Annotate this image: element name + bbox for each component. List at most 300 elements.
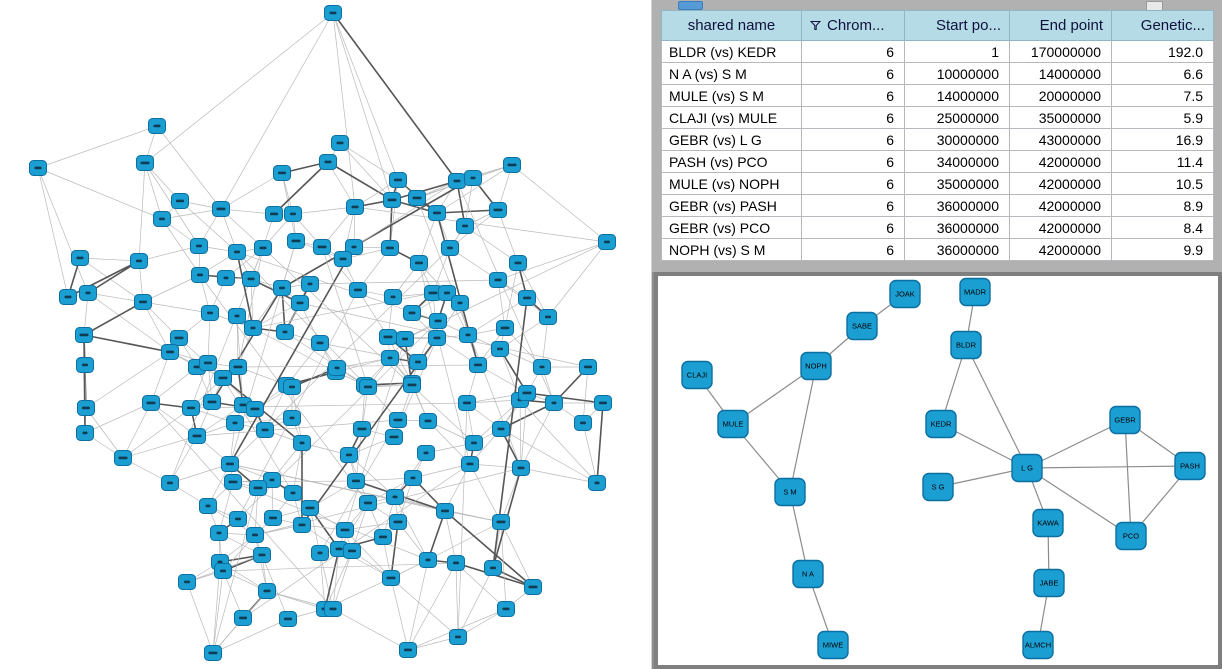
- network-edge: [548, 242, 607, 317]
- cell-shared-name[interactable]: GEBR (vs) PCO: [662, 217, 802, 239]
- network-node[interactable]: [30, 161, 47, 176]
- cell-value[interactable]: 1: [905, 41, 1010, 63]
- network-node[interactable]: [259, 584, 276, 599]
- cell-value[interactable]: 36000000: [905, 217, 1010, 239]
- network-edge: [221, 173, 282, 209]
- network-node[interactable]: [213, 202, 230, 217]
- network-edge: [293, 207, 355, 214]
- network-node[interactable]: [314, 240, 331, 255]
- cell-value[interactable]: 11.4: [1112, 151, 1214, 173]
- network-node-sm[interactable]: [775, 479, 805, 506]
- network-node[interactable]: [360, 496, 377, 511]
- cell-value[interactable]: 20000000: [1010, 85, 1112, 107]
- node-label-smudge: [147, 402, 156, 405]
- network-node[interactable]: [76, 328, 93, 343]
- cell-value[interactable]: 8.9: [1112, 195, 1214, 217]
- network-node[interactable]: [325, 6, 342, 21]
- node-label-smudge: [233, 422, 238, 425]
- network-node[interactable]: [420, 414, 437, 429]
- network-node[interactable]: [302, 277, 319, 292]
- table-horizontal-scrollbar[interactable]: [652, 0, 1222, 10]
- network-node-lg[interactable]: [1012, 455, 1042, 482]
- node-label-smudge: [434, 337, 441, 340]
- network-node[interactable]: [465, 171, 482, 186]
- network-node[interactable]: [172, 194, 189, 209]
- cell-value[interactable]: 42000000: [1010, 173, 1112, 195]
- node-label-smudge: [259, 554, 266, 557]
- node-label-smudge: [290, 213, 296, 216]
- network-node[interactable]: [575, 416, 592, 431]
- network-node[interactable]: [430, 314, 447, 329]
- network-node[interactable]: [450, 630, 467, 645]
- network-node[interactable]: [383, 571, 400, 586]
- table-row[interactable]: [662, 217, 1214, 239]
- cell-value[interactable]: 36000000: [905, 239, 1010, 261]
- network-node[interactable]: [510, 256, 527, 271]
- network-edge: [408, 563, 456, 650]
- network-node[interactable]: [490, 203, 507, 218]
- network-node[interactable]: [452, 296, 469, 311]
- node-label: GEBR: [1114, 415, 1136, 425]
- network-node[interactable]: [329, 361, 346, 376]
- network-node[interactable]: [337, 523, 354, 538]
- network-node[interactable]: [405, 471, 422, 486]
- node-label-smudge: [252, 534, 258, 537]
- network-node[interactable]: [595, 396, 612, 411]
- node-label: ALMCH: [1024, 640, 1052, 650]
- network-node[interactable]: [382, 351, 399, 366]
- cell-shared-name[interactable]: N A (vs) S M: [662, 63, 802, 85]
- cell-value[interactable]: 14000000: [1010, 63, 1112, 85]
- cell-shared-name[interactable]: GEBR (vs) PASH: [662, 195, 802, 217]
- node-label: N A: [801, 569, 815, 579]
- node-label-smudge: [455, 636, 461, 639]
- network-node[interactable]: [131, 254, 148, 269]
- detail-network-svg[interactable]: [658, 276, 1218, 665]
- network-node[interactable]: [397, 332, 414, 347]
- network-node[interactable]: [390, 173, 407, 188]
- node-label-smudge: [229, 481, 238, 484]
- network-node[interactable]: [534, 360, 551, 375]
- cell-value[interactable]: 8.4: [1112, 217, 1214, 239]
- network-node[interactable]: [78, 401, 95, 416]
- network-node[interactable]: [462, 457, 479, 472]
- network-node-kawa[interactable]: [1033, 510, 1063, 537]
- node-label-smudge: [297, 302, 304, 305]
- network-node[interactable]: [60, 290, 77, 305]
- scrollbar-thumb[interactable]: [678, 1, 703, 10]
- node-label-smudge: [234, 366, 243, 369]
- node-label-smudge: [386, 247, 394, 250]
- network-node[interactable]: [497, 321, 514, 336]
- network-node[interactable]: [589, 476, 606, 491]
- network-node[interactable]: [243, 272, 260, 287]
- network-node[interactable]: [294, 436, 311, 451]
- network-node[interactable]: [449, 174, 466, 189]
- cell-value[interactable]: 6: [802, 63, 905, 85]
- network-node[interactable]: [230, 360, 247, 375]
- network-node[interactable]: [183, 401, 200, 416]
- cell-shared-name[interactable]: NOPH (vs) S M: [662, 239, 802, 261]
- network-edge: [470, 464, 501, 522]
- network-node[interactable]: [409, 191, 426, 206]
- network-node[interactable]: [400, 643, 417, 658]
- node-label-smudge: [408, 384, 417, 387]
- network-node[interactable]: [280, 612, 297, 627]
- cell-value[interactable]: 170000000: [1010, 41, 1112, 63]
- network-node[interactable]: [459, 396, 476, 411]
- table-row[interactable]: [662, 173, 1214, 195]
- network-node[interactable]: [385, 290, 402, 305]
- network-node[interactable]: [288, 234, 305, 249]
- network-node[interactable]: [222, 457, 239, 472]
- cell-shared-name[interactable]: MULE (vs) NOPH: [662, 173, 802, 195]
- network-node[interactable]: [493, 515, 510, 530]
- node-label-smudge: [86, 292, 91, 295]
- network-node[interactable]: [266, 207, 283, 222]
- network-node[interactable]: [390, 413, 407, 428]
- node-label-smudge: [306, 507, 315, 510]
- cell-value[interactable]: 16.9: [1112, 129, 1214, 151]
- network-node[interactable]: [192, 268, 209, 283]
- cell-value[interactable]: 6: [802, 85, 905, 107]
- network-node[interactable]: [72, 251, 89, 266]
- network-node[interactable]: [519, 291, 536, 306]
- column-header-label: Start po...: [935, 17, 1001, 34]
- table-row[interactable]: [662, 195, 1214, 217]
- network-node[interactable]: [77, 426, 94, 441]
- node-label-smudge: [290, 417, 295, 420]
- network-node[interactable]: [218, 271, 235, 286]
- cell-value[interactable]: 5.9: [1112, 107, 1214, 129]
- network-node[interactable]: [332, 136, 349, 151]
- cell-value[interactable]: 9.9: [1112, 239, 1214, 261]
- cell-value[interactable]: 6: [802, 239, 905, 261]
- network-edge[interactable]: [790, 366, 816, 492]
- network-node[interactable]: [77, 358, 94, 373]
- node-label-smudge: [409, 312, 416, 315]
- network-node[interactable]: [387, 490, 404, 505]
- node-label: MADR: [963, 287, 987, 297]
- network-node[interactable]: [255, 241, 272, 256]
- column-header-startpo[interactable]: [905, 11, 1010, 41]
- network-node[interactable]: [229, 245, 246, 260]
- network-node[interactable]: [247, 528, 264, 543]
- node-label-smudge: [187, 407, 195, 410]
- node-label-smudge: [341, 529, 350, 532]
- network-node[interactable]: [292, 296, 309, 311]
- network-node[interactable]: [149, 119, 166, 134]
- network-node-pash[interactable]: [1175, 453, 1205, 480]
- network-node[interactable]: [386, 430, 403, 445]
- table-row[interactable]: [662, 129, 1214, 151]
- network-node-pco[interactable]: [1116, 523, 1146, 550]
- cell-value[interactable]: 25000000: [905, 107, 1010, 129]
- network-node[interactable]: [274, 166, 291, 181]
- network-node[interactable]: [448, 556, 465, 571]
- network-node[interactable]: [519, 386, 536, 401]
- network-node-bldr[interactable]: [951, 332, 981, 359]
- node-label-smudge: [289, 386, 295, 389]
- network-node[interactable]: [302, 501, 319, 516]
- network-node[interactable]: [215, 371, 232, 386]
- network-node[interactable]: [191, 239, 208, 254]
- cell-value[interactable]: 35000000: [1010, 107, 1112, 129]
- network-edge[interactable]: [1027, 466, 1190, 468]
- network-node-gebr[interactable]: [1110, 407, 1140, 434]
- network-node[interactable]: [404, 306, 421, 321]
- node-label-smudge: [176, 200, 184, 203]
- network-node[interactable]: [215, 564, 232, 579]
- network-node[interactable]: [277, 325, 294, 340]
- network-node[interactable]: [143, 396, 160, 411]
- filter-icon[interactable]: [810, 20, 821, 31]
- network-node[interactable]: [115, 451, 132, 466]
- node-label-smudge: [545, 316, 551, 319]
- network-node-sg[interactable]: [923, 474, 953, 501]
- network-node[interactable]: [200, 499, 217, 514]
- node-label-smudge: [299, 524, 306, 527]
- cell-shared-name[interactable]: PASH (vs) PCO: [662, 151, 802, 173]
- node-label-smudge: [391, 296, 396, 299]
- column-header-label: shared name: [687, 17, 776, 34]
- network-node[interactable]: [498, 602, 515, 617]
- network-node[interactable]: [135, 295, 152, 310]
- cell-shared-name[interactable]: MULE (vs) S M: [662, 85, 802, 107]
- network-node-almch[interactable]: [1023, 632, 1053, 659]
- node-label-smudge: [208, 401, 217, 404]
- network-node[interactable]: [80, 286, 97, 301]
- network-node[interactable]: [350, 283, 367, 298]
- node-label-smudge: [184, 581, 190, 584]
- network-node[interactable]: [205, 646, 222, 661]
- network-node[interactable]: [137, 156, 154, 171]
- network-node[interactable]: [375, 530, 392, 545]
- cell-value[interactable]: 192.0: [1112, 41, 1214, 63]
- network-node[interactable]: [341, 448, 358, 463]
- network-node[interactable]: [580, 360, 597, 375]
- cell-value[interactable]: 42000000: [1010, 195, 1112, 217]
- cell-value[interactable]: 6: [802, 217, 905, 239]
- cell-value[interactable]: 30000000: [905, 129, 1010, 151]
- cell-value[interactable]: 7.5: [1112, 85, 1214, 107]
- network-node-claji[interactable]: [682, 362, 712, 389]
- cell-value[interactable]: 36000000: [905, 195, 1010, 217]
- network-node[interactable]: [312, 336, 329, 351]
- cell-value[interactable]: 34000000: [905, 151, 1010, 173]
- network-node[interactable]: [245, 321, 262, 336]
- cell-value[interactable]: 6: [802, 41, 905, 63]
- network-node[interactable]: [360, 380, 377, 395]
- network-node[interactable]: [437, 504, 454, 519]
- network-node[interactable]: [254, 548, 271, 563]
- network-node[interactable]: [466, 436, 483, 451]
- network-node[interactable]: [171, 331, 188, 346]
- network-node[interactable]: [418, 446, 435, 461]
- column-header-sharedname[interactable]: [662, 11, 802, 41]
- network-node[interactable]: [265, 511, 282, 526]
- network-node[interactable]: [429, 331, 446, 346]
- network-node[interactable]: [485, 561, 502, 576]
- network-node[interactable]: [382, 241, 399, 256]
- network-node[interactable]: [229, 309, 246, 324]
- network-edge[interactable]: [966, 345, 1027, 468]
- network-node[interactable]: [247, 402, 264, 417]
- cell-value[interactable]: 10000000: [905, 63, 1010, 85]
- network-node[interactable]: [504, 158, 521, 173]
- cell-value[interactable]: 6: [802, 151, 905, 173]
- node-label-smudge: [234, 251, 240, 254]
- node-label-smudge: [352, 206, 359, 209]
- network-node-joak[interactable]: [890, 281, 920, 308]
- node-label-smudge: [82, 364, 88, 367]
- cell-value[interactable]: 42000000: [1010, 217, 1112, 239]
- network-node-mule[interactable]: [718, 411, 748, 438]
- network-node-miwe[interactable]: [818, 632, 848, 659]
- table-row[interactable]: [662, 41, 1214, 63]
- node-label-smudge: [325, 161, 332, 164]
- network-edge: [456, 563, 458, 637]
- cell-shared-name[interactable]: BLDR (vs) KEDR: [662, 41, 802, 63]
- network-node[interactable]: [492, 342, 509, 357]
- table-row[interactable]: [662, 239, 1214, 261]
- cell-shared-name[interactable]: CLAJI (vs) MULE: [662, 107, 802, 129]
- cell-value[interactable]: 14000000: [905, 85, 1010, 107]
- node-label-smudge: [193, 435, 202, 438]
- network-node-noph[interactable]: [801, 353, 831, 380]
- network-node[interactable]: [546, 396, 563, 411]
- network-node[interactable]: [162, 476, 179, 491]
- node-label-smudge: [364, 386, 372, 389]
- network-node[interactable]: [225, 475, 242, 490]
- table-row[interactable]: [662, 63, 1214, 85]
- network-edge: [84, 335, 85, 433]
- network-node[interactable]: [274, 281, 291, 296]
- network-node[interactable]: [354, 422, 371, 437]
- column-header-chrom[interactable]: [802, 11, 905, 41]
- network-node[interactable]: [457, 219, 474, 234]
- network-node[interactable]: [540, 310, 557, 325]
- cell-value[interactable]: 6: [802, 195, 905, 217]
- cell-value[interactable]: 6: [802, 129, 905, 151]
- node-label-smudge: [348, 550, 356, 553]
- column-header-genetic[interactable]: [1112, 11, 1214, 41]
- network-node[interactable]: [250, 481, 267, 496]
- network-node[interactable]: [513, 461, 530, 476]
- cell-value[interactable]: 10.5: [1112, 173, 1214, 195]
- node-label-smudge: [462, 225, 468, 228]
- network-node[interactable]: [204, 395, 221, 410]
- network-node[interactable]: [490, 273, 507, 288]
- table-row[interactable]: [662, 151, 1214, 173]
- network-node[interactable]: [320, 155, 337, 170]
- network-node[interactable]: [411, 256, 428, 271]
- network-edge: [520, 400, 597, 483]
- network-node-na[interactable]: [793, 561, 823, 588]
- node-label-smudge: [270, 479, 275, 482]
- network-node[interactable]: [599, 235, 616, 250]
- network-node[interactable]: [493, 422, 510, 437]
- network-node[interactable]: [284, 411, 301, 426]
- network-node[interactable]: [162, 345, 179, 360]
- network-node[interactable]: [200, 356, 217, 371]
- network-node[interactable]: [348, 474, 365, 489]
- network-node[interactable]: [410, 355, 427, 370]
- node-label-smudge: [467, 463, 474, 466]
- network-node[interactable]: [285, 486, 302, 501]
- network-node-sabe[interactable]: [847, 313, 877, 340]
- network-node[interactable]: [380, 330, 397, 345]
- network-node[interactable]: [429, 206, 446, 221]
- node-label-smudge: [224, 277, 229, 280]
- network-node[interactable]: [344, 544, 361, 559]
- network-node[interactable]: [335, 252, 352, 267]
- network-node[interactable]: [257, 423, 274, 438]
- cell-value[interactable]: 35000000: [905, 173, 1010, 195]
- node-label-smudge: [65, 296, 72, 299]
- network-node[interactable]: [312, 546, 329, 561]
- network-node[interactable]: [390, 515, 407, 530]
- network-node-madr[interactable]: [960, 279, 990, 306]
- node-label: S G: [931, 482, 945, 492]
- network-node[interactable]: [404, 378, 421, 393]
- node-label-smudge: [466, 334, 471, 337]
- cell-shared-name[interactable]: GEBR (vs) L G: [662, 129, 802, 151]
- node-label-smudge: [402, 338, 408, 341]
- cell-value[interactable]: 6: [802, 173, 905, 195]
- network-node[interactable]: [284, 380, 301, 395]
- network-node[interactable]: [294, 518, 311, 533]
- cell-value[interactable]: 42000000: [1010, 151, 1112, 173]
- network-node[interactable]: [189, 429, 206, 444]
- network-node[interactable]: [347, 200, 364, 215]
- node-label-smudge: [217, 208, 226, 211]
- network-node[interactable]: [470, 358, 487, 373]
- network-edge: [583, 367, 588, 423]
- node-label-smudge: [411, 477, 416, 480]
- table-row[interactable]: [662, 85, 1214, 107]
- cell-value[interactable]: 42000000: [1010, 239, 1112, 261]
- network-node[interactable]: [154, 212, 171, 227]
- cell-value[interactable]: 43000000: [1010, 129, 1112, 151]
- node-label-smudge: [166, 351, 174, 354]
- detail-network-panel: [654, 272, 1222, 669]
- cell-value[interactable]: 6: [802, 107, 905, 129]
- network-node-kedr[interactable]: [926, 411, 956, 438]
- network-node[interactable]: [235, 611, 252, 626]
- network-node[interactable]: [230, 512, 247, 527]
- network-edge: [123, 403, 151, 458]
- network-node[interactable]: [202, 306, 219, 321]
- network-node[interactable]: [325, 602, 342, 617]
- network-node[interactable]: [211, 526, 228, 541]
- network-node[interactable]: [442, 241, 459, 256]
- table-row[interactable]: [662, 107, 1214, 129]
- network-edge[interactable]: [1125, 420, 1131, 536]
- network-node[interactable]: [525, 580, 542, 595]
- network-node[interactable]: [227, 416, 244, 431]
- node-label-smudge: [260, 247, 267, 250]
- network-node[interactable]: [179, 575, 196, 590]
- network-node[interactable]: [460, 328, 477, 343]
- column-header-endpoint[interactable]: [1010, 11, 1112, 41]
- cell-value[interactable]: 6.6: [1112, 63, 1214, 85]
- node-label-smudge: [447, 247, 453, 250]
- network-node[interactable]: [384, 193, 401, 208]
- network-node[interactable]: [285, 207, 302, 222]
- network-node-jabe[interactable]: [1034, 570, 1064, 597]
- network-node[interactable]: [420, 553, 437, 568]
